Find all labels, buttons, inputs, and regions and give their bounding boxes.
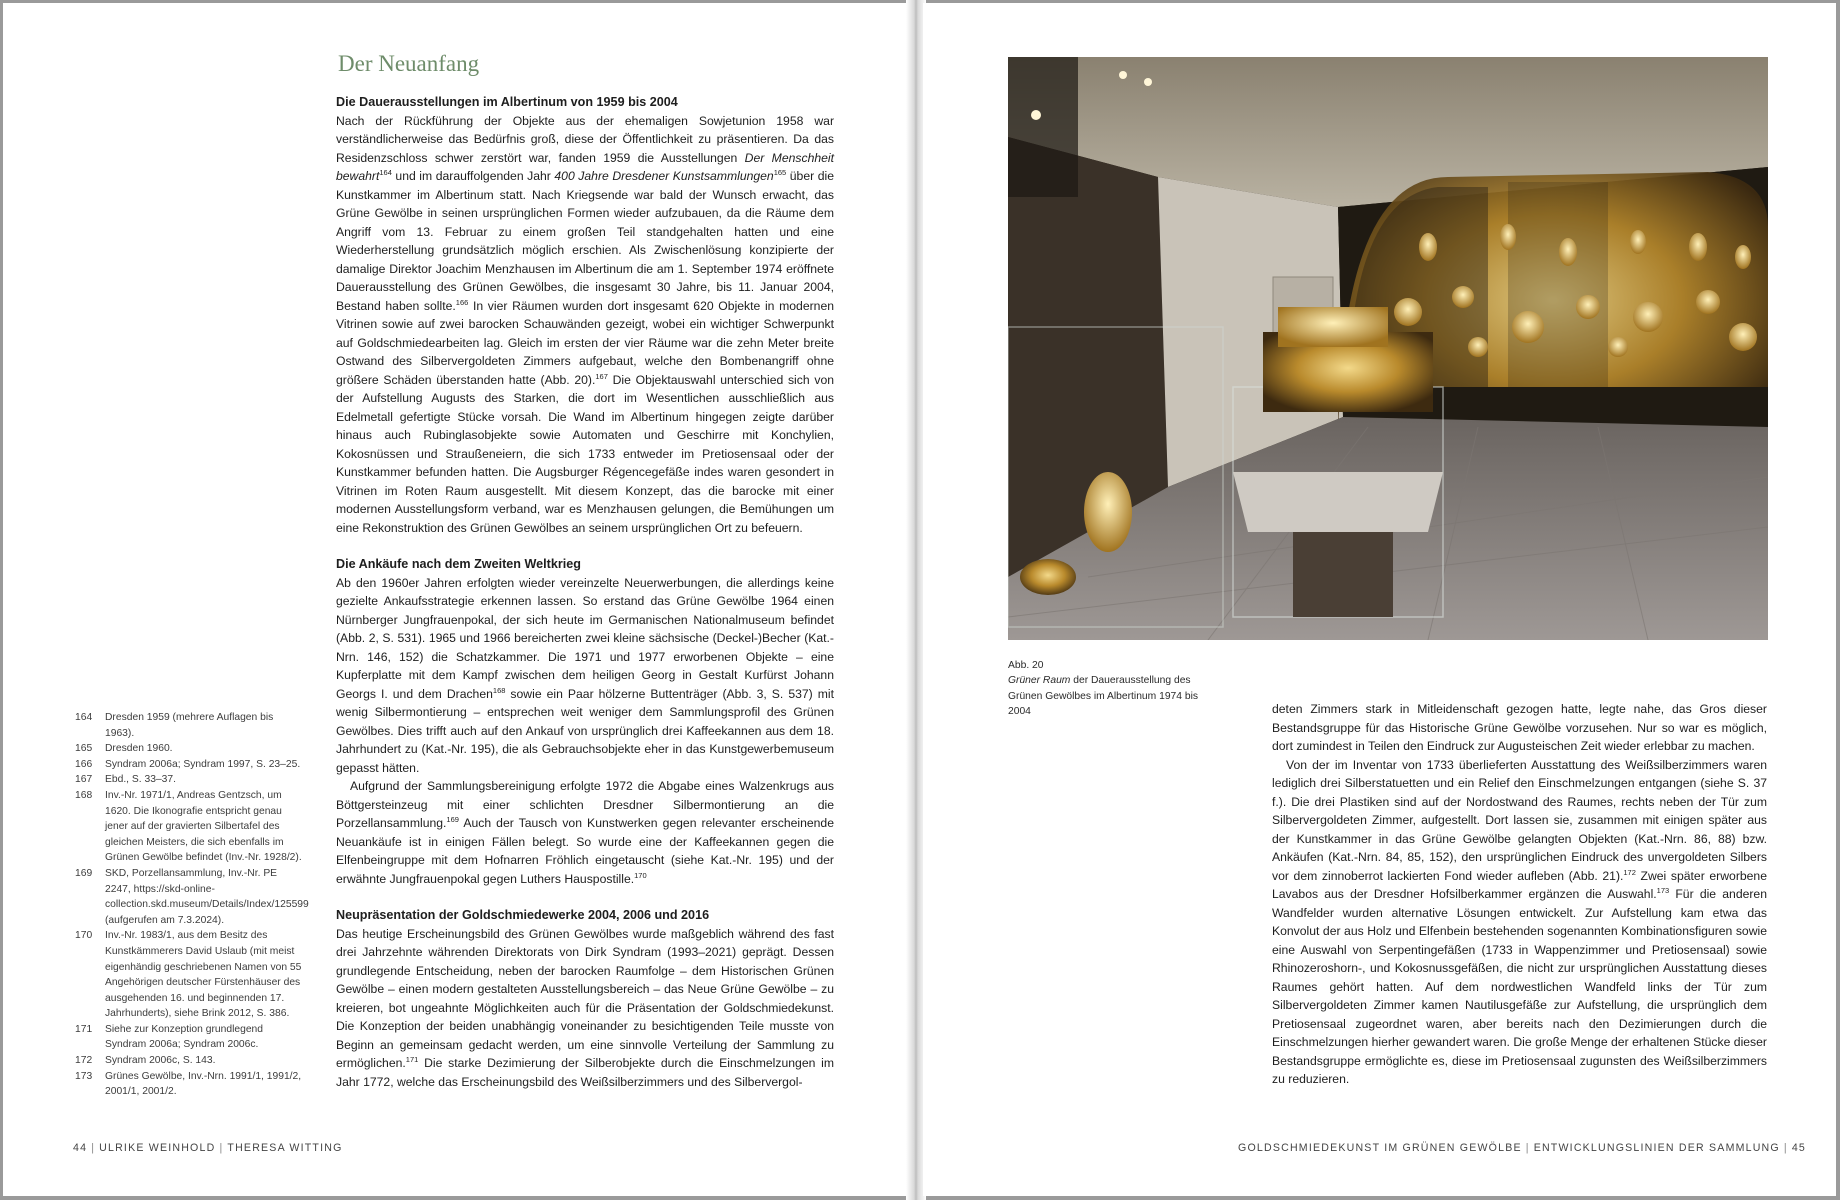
footnote-item bbox=[75, 710, 305, 741]
footnote-number: 165 bbox=[75, 743, 93, 755]
footnote-number: 171 bbox=[75, 1023, 93, 1035]
footnote-reference[interactable]: 170 bbox=[634, 870, 647, 880]
footnote-reference[interactable]: 168 bbox=[492, 685, 506, 695]
footnote-text: Grünes Gewölbe, Inv.-Nrn. 1991/1, 1991/2, 2001/1, 2001/2. bbox=[105, 1070, 302, 1098]
footnote-text: Dresden 1960. bbox=[105, 743, 173, 755]
footnote-text: Inv.-Nr. 1983/1, aus dem Besitz des Kunstkämmerers David Uslaub (mit meist eigenhändig geschriebenen Namen von 55 Angehörigen deutscher Fürstenhäuser des ausgehenden 16. und beginnenden 17. Jahrhunderts), siehe Brink 2012, S. 386. bbox=[105, 930, 302, 1020]
footnotes bbox=[75, 710, 309, 1100]
footnote-item bbox=[75, 741, 305, 757]
footnote-text: Syndram 2006a; Syndram 1997, S. 23–25. bbox=[105, 758, 301, 770]
footnote-item bbox=[75, 928, 305, 1022]
museum-display-photo bbox=[1008, 57, 1768, 640]
footnote-number: 166 bbox=[75, 758, 93, 770]
footnote-reference[interactable]: 169 bbox=[446, 815, 459, 824]
footnote-reference[interactable]: 166 bbox=[455, 297, 469, 307]
footnote-item bbox=[75, 772, 305, 788]
figure-label: Abb. 20 bbox=[1008, 660, 1044, 671]
footnote-reference[interactable]: 172 bbox=[1623, 867, 1636, 877]
footnote-number: 172 bbox=[75, 1055, 93, 1067]
footnote-item bbox=[75, 788, 305, 866]
body-paragraph: Nach der Rückführung der Objekte aus der ehemaligen Sowjetunion 1958 war verständlicherweise das Bedürfnis groß, diese der Öffentlichkeit zu präsentieren. Da das Residenzschloss schwer zerstört war, fanden 1959 die Ausstellungen Der Menschheit bewahrt$^{164}$ und im darauffolgenden Jahr 400 Jahre Dresdener Kunstsammlungen$^{165}$ über die Kunstkammer im Albertinum statt. Nach Kriegsende war bald der Wunsch erwacht, das Grüne Gewölbe in seinen ursprünglichen Formen wieder aufzubauen, da die Räume dem Angriff vom 13. Februar zu einem großen Teil standgehalten hatten und eine Wiederherstellung grundsätzlich möglich erschien. Als Zwischenlösung konzipierte der damalige Direktor Joachim Menzhausen im Albertinum die am 1. September 1974 eröffnete Dauerausstellung des Grünen Gewölbes, die insgesamt 30 Jahre, bis 11. Januar 2004, Bestand haben sollte.$^{166}$ In vier Räumen wurden dort insgesamt 620 Objekte in modernen Vitrinen sowie auf zwei barocken Schauwänden gezeigt, wobei ein wichtiger Schwerpunkt auf Goldschmiedearbeiten lag. Gleich im ersten der vier Räume war die zehn Meter breite Ostwand des Silbervergoldeten Zimmers aufgebaut, welche den Bombenangriff ohne größere Schäden überstanden hatte (Abb. 20).$^{167}$ Die Objektauswahl unterschied sich von der Aufstellung Augusts des Starken, die dort im Wesentlichen ausschließlich aus Edelmetall gefertigte Stücke vorsah. Die Wand im Albertinum hingegen zeigte darüber hinaus auch Rubinglasobjekte sowie Automaten und Geschirre mit Konchylien, Kokosnüssen und Straußeneiern, die sich 1733 entweder im Pretiosensaal oder der Kunstkammer befunden hatten. Die Augsburger Régencegefäße indes waren gesondert in Vitrinen im Roten Raum ausgestellt. Mit diesem Konzept, das die barocke mit einer modernen Ausstellungsform verband, war es Menzhausen gelungen, die Bemühungen um eine Rekonstruktion des Grünen Gewölbes an seinem ursprünglichen Ort zu befeuern. bbox=[336, 113, 835, 535]
footnote-text: Siehe zur Konzeption grundlegend Syndram 2006a; Syndram 2006c. bbox=[105, 1023, 264, 1051]
footnote-text: Inv.-Nr. 1971/1, Andreas Gentzsch, um 1620. Die Ikonografie entspricht genau jener auf der gravierten Silbertafel des gleichen Meisters, die sich ebenfalls im Grünen Gewölbe befindet (Inv.-Nr. 1928/2). bbox=[105, 789, 302, 864]
footnote-item bbox=[75, 1053, 305, 1069]
body-paragraph: Ab den 1960er Jahren erfolgten wieder vereinzelte Neuerwerbungen, die allerdings keine gezielte Ankaufsstrategie erkennen lassen. So erstand das Grüne Gewölbe 1964 einen Nürnberger Jungfrauenpokal, der sich heute im Germanischen Nationalmuseum befindet (Abb. 2, S. 531). 1965 und 1966 bereicherten zwei kleine sächsische (Deckel-)Becher (Kat.-Nrn. 146, 152) die Schatzkammer. Die 1971 und 1977 erworbenen Objekte – eine Kupferplatte mit dem Kampf zwischen dem heiligen Georg in Gestalt Kurfürst Johann Georgs I. und dem Drachen$^{168}$ sowie ein Paar hölzerne Buttenträger (Abb. 3, S. 537) mit wenig Silbermontierung – entsprechen weit weniger dem Sammlungsprofil des Grünen Gewölbes. Dies trifft auch auf den Ankauf von ursprünglich drei Kaffeekannen aus dem 18. Jahrhundert zu (Kat.-Nr. 195), die als Gebrauchsobjekte eher in das Kunstgewerbemuseum gepasst hätten. bbox=[336, 575, 834, 775]
left-body-column bbox=[336, 93, 834, 1091]
footnote-item bbox=[75, 1022, 305, 1053]
footnote-reference[interactable]: 165 bbox=[773, 168, 787, 177]
caption-rest: der Dauerausstellung des Grünen Gewölbes im Albertinum 1974 bis 2004 bbox=[1008, 675, 1199, 718]
footnote-text: SKD, Porzellansammlung, Inv.-Nr. PE 2247, https://skd-online-collection.skd.museum/Details/Index/125599 (aufgerufen am 7.3.2024). bbox=[105, 867, 309, 926]
author-name: ULRIKE WEINHOLD bbox=[99, 1142, 216, 1154]
caption-room-name: Grüner Raum bbox=[1008, 675, 1071, 687]
footnote-item bbox=[75, 757, 305, 773]
footnote-number: 167 bbox=[75, 774, 93, 786]
left-folio: 44 | ULRIKE WEINHOLD | THERESA WITTING bbox=[73, 1142, 343, 1154]
footnote-item bbox=[75, 1069, 305, 1100]
footnote-number: 168 bbox=[75, 789, 93, 801]
figure-caption bbox=[1008, 658, 1208, 720]
author-name: THERESA WITTING bbox=[227, 1142, 343, 1154]
chapter-title: Der Neuanfang bbox=[338, 51, 480, 76]
footnote-reference[interactable]: 167 bbox=[595, 371, 608, 381]
body-paragraph: Das heutige Erscheinungsbild des Grünen Gewölbes wurde maßgeblich während des fast drei Jahrzehnte währenden Direktorats von Dirk Syndram (1993–2021) geprägt. Dessen grundlegende Entscheidung, neben der barocken Raumfolge – dem Historischen Grünen Gewölbe – einen modern gestalteten Ausstellungsbereich – das Neue Grüne Gewölbe – zu kreieren, bot ungeahnte Möglichkeiten auch für die Präsentation der Goldschmiedekunst. Die Konzeption der beiden unabhängig voneinander zu besichtigenden Teile musste von Beginn an gemeinsam gedacht werden, um eine sinnvolle Verteilung der Sammlung zu ermöglichen.$^{171}$ Die starke Dezimierung der Silberobjekte durch die Einschmelzungen im Jahr 1772, welche das Erscheinungsbild des Weißsilberzimmers und des Silbervergol- bbox=[336, 926, 834, 1089]
page-number: 44 bbox=[73, 1142, 88, 1154]
body-paragraph: Aufgrund der Sammlungsbereinigung erfolgte 1972 die Abgabe eines Walzenkrugs aus Böttgersteinzeug mit einer schlichten Dresdner Silbermontierung an die Porzellansammlung.$^{169}$ Auch der Tausch von Kunstwerken gegen relevanter erscheinende Neuankäufe ist in einigen Fällen belegt. So wurde eine der Kaffeekannen gegen die Elfenbeingruppe mit dem Hofnarren Fröhlich eingetauscht (siehe Kat.-Nr. 195) und der erwähnte Jungfrauenpokal gegen Luthers Hauspostille.$^{170}$ bbox=[336, 779, 834, 886]
footnote-number: 169 bbox=[75, 867, 93, 879]
footnote-text: Ebd., S. 33–37. bbox=[105, 774, 176, 786]
running-head: GOLDSCHMIEDEKUNST IM GRÜNEN GEWÖLBE bbox=[1238, 1142, 1522, 1154]
footnote-number: 164 bbox=[75, 712, 93, 723]
italic-title: Der Menschheit bewahrt bbox=[336, 150, 835, 183]
footnote-reference[interactable]: 173 bbox=[1656, 886, 1670, 895]
section-heading-1: Die Dauerausstellungen im Albertinum von 1959 bis 2004 bbox=[336, 95, 678, 109]
body-paragraph: Von der im Inventar von 1733 überlieferten Ausstattung des Weißsilberzimmers waren lediglich drei Silberstatuetten und ein Relief den Einschmelzungen entgangen (siehe S. 37 f.). Die drei Plastiken sind auf der Nordostwand des Raumes, rechts neben der Tür zum Silbervergoldeten Zimmer, aufgestellt. Dort lassen sie, zusammen mit einigen später aus der Kunstkammer in das Grüne Gewölbe gelangten Objekten (Kat.-Nrn. 86, 88) bzw. Ankäufen (Kat.-Nrn. 84, 85, 152), den ursprünglichen Eindruck des unvergoldeten Silbers vor dem zinnoberrot lackierten Fond wieder aufleben (Abb. 21).$^{172}$ Zwei später erworbene Lavabos aus der Dresdner Hofsilberkammer ergänzen die Auswahl.$^{173}$ Für die anderen Wandfelder wurden alternative Lösungen entwickelt. Zur Aufstellung kam etwa das Konvolut der aus Holz und Elfenbein bestehenden sogenannten Kombinationsfiguren sowie eine Auswahl von Serpentingefäßen (1733 in Wappenzimmer und Pretiosensaal) sowie Rhinozeroshorn-, und Kokosnussgefäßen, die nicht zur ursprünglichen Ausstattung dieses Raumes gehört hatten. Auf dem nordwestlichen Wandfeld links der Tür zum Silbervergoldeten Zimmer kamen Nautilusgefäße zur Aufstellung, die ursprünglich dem Pretiosensaal zugeordnet waren, aber bereits nach den Dezimierungen durch die Einschmelzungen hierher gewandert waren. Die große Menge der erhaltenen Stücke dieser Bestandsgruppe ermöglichte es, diese im Pretiosensaal zugunsten des Weißsilberzimmers zu reduzieren. bbox=[1272, 757, 1767, 1086]
page-number: 45 bbox=[1791, 1142, 1806, 1154]
left-page bbox=[3, 3, 911, 1196]
section-heading-2: Die Ankäufe nach dem Zweiten Weltkrieg bbox=[336, 557, 581, 571]
right-body-column bbox=[1272, 700, 1767, 1089]
italic-title: 400 Jahre Dresdener Kunstsammlungen bbox=[554, 169, 774, 183]
body-paragraph: deten Zimmers stark in Mitleidenschaft gezogen hatte, legte nahe, das Gros dieser Bestandsgruppe für das Historische Grüne Gewölbe vorzusehen. Nur so war es möglich, dort zumindest in Teilen den Eindruck zur Augusteischen Zeit wieder erlebbar zu machen. bbox=[1272, 702, 1767, 753]
figure-caption-text bbox=[1008, 673, 1208, 719]
footnote-number: 173 bbox=[75, 1070, 93, 1082]
footnote-reference[interactable]: 164 bbox=[379, 168, 392, 177]
footnote-text: Dresden 1959 (mehrere Auflagen bis 1963). bbox=[105, 712, 274, 739]
footnote-reference[interactable]: 171 bbox=[405, 1055, 419, 1064]
figure-photo bbox=[1008, 57, 1768, 640]
right-folio: GOLDSCHMIEDEKUNST IM GRÜNEN GEWÖLBE | ENTWICKLUNGSLINIEN DER SAMMLUNG | 45 bbox=[1238, 1142, 1806, 1154]
section-heading-3: Neupräsentation der Goldschmiedewerke 2004, 2006 und 2016 bbox=[336, 908, 710, 922]
right-page bbox=[923, 3, 1836, 1196]
running-head: ENTWICKLUNGSLINIEN DER SAMMLUNG bbox=[1533, 1142, 1780, 1154]
footnote-number: 170 bbox=[75, 930, 93, 942]
footnote-item bbox=[75, 866, 309, 928]
footnote-text: Syndram 2006c, S. 143. bbox=[105, 1055, 216, 1067]
